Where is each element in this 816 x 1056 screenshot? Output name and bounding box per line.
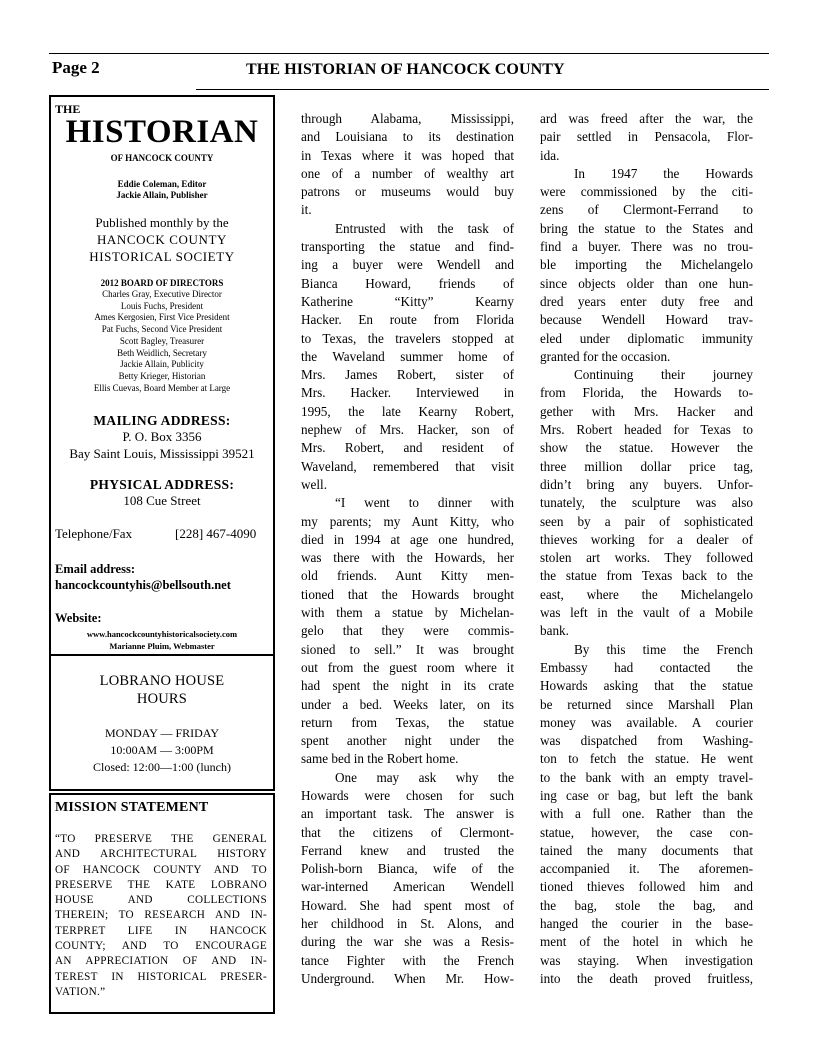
article-column-1 — [301, 110, 514, 988]
article-line: Katherine “Kitty” Kearny — [301, 293, 514, 309]
article-line: to the bank with an empty travel- — [540, 769, 753, 785]
board-member: Jackie Allain, Publicity — [120, 359, 204, 370]
mailing-address-line1: P. O. Box 3356 — [122, 429, 202, 444]
email-address: hancockcountyhis@bellsouth.net — [55, 578, 231, 592]
article-line: “I went to dinner with — [335, 495, 514, 511]
board-member: Louis Fuchs, President — [120, 300, 204, 311]
article-line: during the war she was a Resis- — [301, 934, 514, 950]
article-line: spent another night under the — [301, 733, 514, 749]
article-line: zens of Clermont-Ferrand to — [540, 202, 753, 218]
article-line: the bag, stole the bag, and — [540, 897, 753, 913]
article-line: seen by a pair of sophisticated — [540, 513, 753, 529]
article-line: show the statue. However the — [540, 440, 753, 456]
lobrano-title-line2: HOURS — [136, 691, 188, 707]
running-header-title: THE HISTORIAN OF HANCOCK COUNTY — [246, 61, 565, 78]
telephone-number: [228] 467-4090 — [175, 526, 257, 541]
staff-credits — [51, 179, 273, 201]
article-line: tioned that the Howards brought — [301, 586, 514, 602]
mission-line: OF HANCOCK COUNTY AND TO — [55, 863, 267, 876]
article-line: died in 1994 at age one hundred, — [301, 531, 514, 547]
lobrano-closed: Closed: 12:00—1:00 (lunch) — [93, 760, 231, 774]
lobrano-time: 10:00AM — 3:00PM — [110, 743, 214, 757]
article-line: By this time the French — [574, 641, 753, 657]
article-line: Continuing their journey — [574, 367, 753, 383]
article-line: hanged the courier in the base- — [540, 916, 753, 932]
article-line: Mrs. Robert, and resident of — [301, 440, 514, 456]
mission-text — [55, 832, 267, 1000]
article-line: Mrs. James Robert, sister of — [301, 367, 514, 383]
article-line: out from the guest room where it — [301, 659, 514, 675]
article-line: ida. — [540, 147, 560, 163]
masthead-box — [49, 95, 275, 656]
article-line: had spent the night in its crate — [301, 678, 514, 694]
article-line: tained the many documents that — [540, 842, 753, 858]
article-line: thieves working for a dealer of — [540, 531, 753, 547]
article-line: were commissioned by the citi- — [540, 184, 753, 200]
article-line: Entrusted with the task of — [335, 220, 514, 236]
article-column-2 — [540, 110, 753, 988]
article-line: that the citizens of Clermont- — [301, 824, 514, 840]
board-member: Ellis Cuevas, Board Member at Large — [93, 382, 231, 393]
article-line: Mrs. Hacker. Interviewed in — [301, 385, 514, 401]
society-name-line2: HISTORICAL SOCIETY — [89, 249, 235, 264]
article-line: under a bed. Weeks later, on its — [301, 696, 514, 712]
article-line: gelo that they were commis- — [301, 623, 514, 639]
article-line: pair settled in Pensacola, Flor- — [540, 129, 753, 145]
article-line: Howards asking that the statue — [540, 678, 753, 694]
publisher-credit: Jackie Allain, Publisher — [116, 190, 208, 200]
mission-line: THEREIN; TO RESEARCH AND IN- — [55, 909, 267, 922]
physical-address-heading: PHYSICAL ADDRESS: — [89, 477, 235, 492]
board-member: Scott Bagley, Treasurer — [119, 335, 205, 346]
article-line: Mrs. Robert headed for Texas to — [540, 422, 753, 438]
article-line: Underground. When Mr. How- — [301, 970, 514, 986]
article-line: in Texas where it was hoped that — [301, 147, 514, 163]
email-heading: Email address: — [55, 562, 135, 576]
mission-line: AND ARCHITECTURAL HISTORY — [55, 848, 267, 861]
article-line: granted for the occasion. — [540, 348, 671, 364]
board-list — [51, 289, 273, 394]
lobrano-heading — [51, 672, 273, 708]
article-line: with a full one. Rather than the — [540, 806, 753, 822]
lobrano-days: MONDAY — FRIDAY — [104, 726, 220, 740]
article-line: statue, however, the case con- — [540, 824, 753, 840]
article-line: three million dollar price tag, — [540, 458, 753, 474]
mission-line: TEREST IN HISTORICAL PRESER- — [55, 970, 267, 983]
article-line: sioned to sell.” It was brought — [301, 641, 514, 657]
lobrano-title-line1: LOBRANO HOUSE — [99, 673, 225, 689]
article-line: well. — [301, 476, 328, 492]
masthead-title: HISTORIAN — [65, 114, 259, 150]
lobrano-hours-box — [49, 656, 275, 791]
article-line: my parents; my Aunt Kitty, who — [301, 513, 514, 529]
article-line: through Alabama, Mississippi, — [301, 111, 514, 126]
article-line: ton to fetch the statue. He went — [540, 751, 753, 767]
article-line: return from Texas, the statue — [301, 714, 514, 730]
article-line: her childhood in St. Alons, and — [301, 916, 514, 932]
article-line: because Wendell Howard trav- — [540, 312, 753, 328]
article-line: ment of the hotel in which he — [540, 934, 753, 950]
article-line: and Louisiana to its destination — [301, 129, 514, 145]
article-line: ble importing the Michelangelo — [540, 257, 753, 273]
mailing-address-line2: Bay Saint Louis, Mississippi 39521 — [69, 446, 255, 461]
article-line: from Florida, the Howards to- — [540, 385, 753, 401]
article-line: war-interned American Wendell — [301, 879, 514, 895]
article-line: bring the statue to the States and — [540, 220, 753, 236]
article-line: was there with the Howards, her — [301, 550, 514, 566]
telephone-label: Telephone/Fax — [55, 526, 133, 541]
mission-heading: MISSION STATEMENT — [55, 800, 209, 815]
mission-line: “TO PRESERVE THE GENERAL — [55, 833, 267, 845]
article-line: east, where the Michelangelo — [540, 586, 753, 602]
article-line: transporting the statue and find- — [301, 239, 514, 255]
board-member: Betty Krieger, Historian — [118, 370, 206, 381]
article-line: Embassy had contacted the — [540, 659, 753, 675]
webmaster-credit: Marianne Pluim, Webmaster — [109, 641, 215, 651]
article-line: Howard. She had spent most of — [301, 897, 514, 913]
website-url: www.hancockcountyhistoricalsociety.com — [86, 629, 238, 639]
article-line: dred years enter duty free and — [540, 293, 753, 309]
article-line: didn’t bring any buyers. Unfor- — [540, 476, 753, 492]
article-line: tioned thieves followed him and — [540, 879, 753, 895]
header-top-rule — [49, 53, 769, 54]
article-line: Howards were chosen for such — [301, 787, 514, 803]
page-number: Page 2 — [52, 58, 100, 77]
article-line: find a buyer. There was no trou- — [540, 239, 753, 255]
article-line: Hacker. En route from Florida — [301, 312, 514, 328]
article-line: the Waveland summer home of — [301, 348, 514, 364]
header-bottom-rule — [196, 89, 769, 90]
article-line: Waveland, remembered that visit — [301, 458, 514, 474]
article-line: an important task. The answer is — [301, 806, 514, 822]
article-line: be returned since Marshall Plan — [540, 696, 753, 712]
editor-credit: Eddie Coleman, Editor — [117, 179, 207, 189]
article-line: eled under diplomatic immunity — [540, 330, 753, 346]
article-line: old friends. Aunt Kitty men- — [301, 568, 514, 584]
mission-line: HOUSE AND COLLECTIONS — [55, 894, 267, 907]
article-line: bank. — [540, 623, 569, 639]
mission-statement-box — [49, 793, 275, 1014]
mission-line: PRESERVE THE KATE LOBRANO — [55, 878, 267, 891]
article-line: one of a number of wealthy art — [301, 165, 514, 181]
article-line: Ferrand knew and trusted the — [301, 842, 514, 858]
article-line: same bed in the Robert home. — [301, 751, 459, 767]
article-line: One may ask why the — [335, 769, 514, 785]
article-line: with them a statue by Michelan- — [301, 605, 514, 621]
article-line: patrons or museums would buy — [301, 184, 514, 200]
mailing-address-heading: MAILING ADDRESS: — [93, 413, 231, 428]
masthead-subtitle: OF HANCOCK COUNTY — [110, 153, 214, 163]
board-member: Beth Weidlich, Secretary — [117, 347, 207, 358]
article-line: nephew of Mrs. Hacker, son of — [301, 422, 514, 438]
mission-line: COUNTY; AND TO ENCOURAGE — [55, 940, 267, 953]
article-line: into the death proved fruitless, — [540, 970, 753, 986]
board-heading: 2012 BOARD OF DIRECTORS — [100, 278, 224, 288]
physical-address-line1: 108 Cue Street — [123, 493, 201, 508]
article-line: stolen art works. They followed — [540, 550, 753, 566]
article-line: to Texas, the travelers stopped at — [301, 330, 514, 346]
website-heading: Website: — [55, 611, 102, 625]
article-line: since objects older than one hun- — [540, 275, 753, 291]
article-line: was staying. When investigation — [540, 952, 753, 968]
article-line: Bianca Howard, friends of — [301, 275, 514, 291]
article-line: was dispatched from Washing- — [540, 733, 753, 749]
article-line: it. — [301, 202, 312, 218]
article-line: was left in the vault of a Mobile — [540, 605, 753, 621]
article-line: accompanied it. The aforemen- — [540, 861, 753, 877]
publisher-statement — [51, 214, 273, 265]
masthead-the: THE — [55, 102, 81, 116]
article-line: tance Fighter with the French — [301, 952, 514, 968]
article-line: ing case or bag, but left the bank — [540, 787, 753, 803]
article-line: ing a buyer were Wendell and — [301, 257, 514, 273]
published-by: Published monthly by the — [95, 215, 229, 230]
mission-line: TERPRET LIFE IN HANCOCK — [55, 924, 267, 937]
board-member: Charles Gray, Executive Director — [102, 289, 222, 299]
article-line: money was available. A courier — [540, 714, 753, 730]
mission-line: AN APPRECIATION OF AND IN- — [55, 955, 267, 968]
article-line: gether with Mrs. Hacker and — [540, 403, 753, 419]
article-line: the statue from Texas back to the — [540, 568, 753, 584]
article-line: Polish-born Bianca, wife of the — [301, 861, 514, 877]
mission-line: VATION.” — [55, 985, 106, 998]
article-line: 1995, the late Kearny Robert, — [301, 403, 514, 419]
board-member: Pat Fuchs, Second Vice President — [101, 324, 223, 335]
society-name-line1: HANCOCK COUNTY — [96, 232, 228, 247]
article-line: In 1947 the Howards — [574, 165, 753, 181]
board-member: Ames Kergosien, First Vice President — [94, 312, 230, 323]
article-line: tunately, the sculpture was also — [540, 495, 753, 511]
article-line: ard was freed after the war, the — [540, 111, 753, 126]
